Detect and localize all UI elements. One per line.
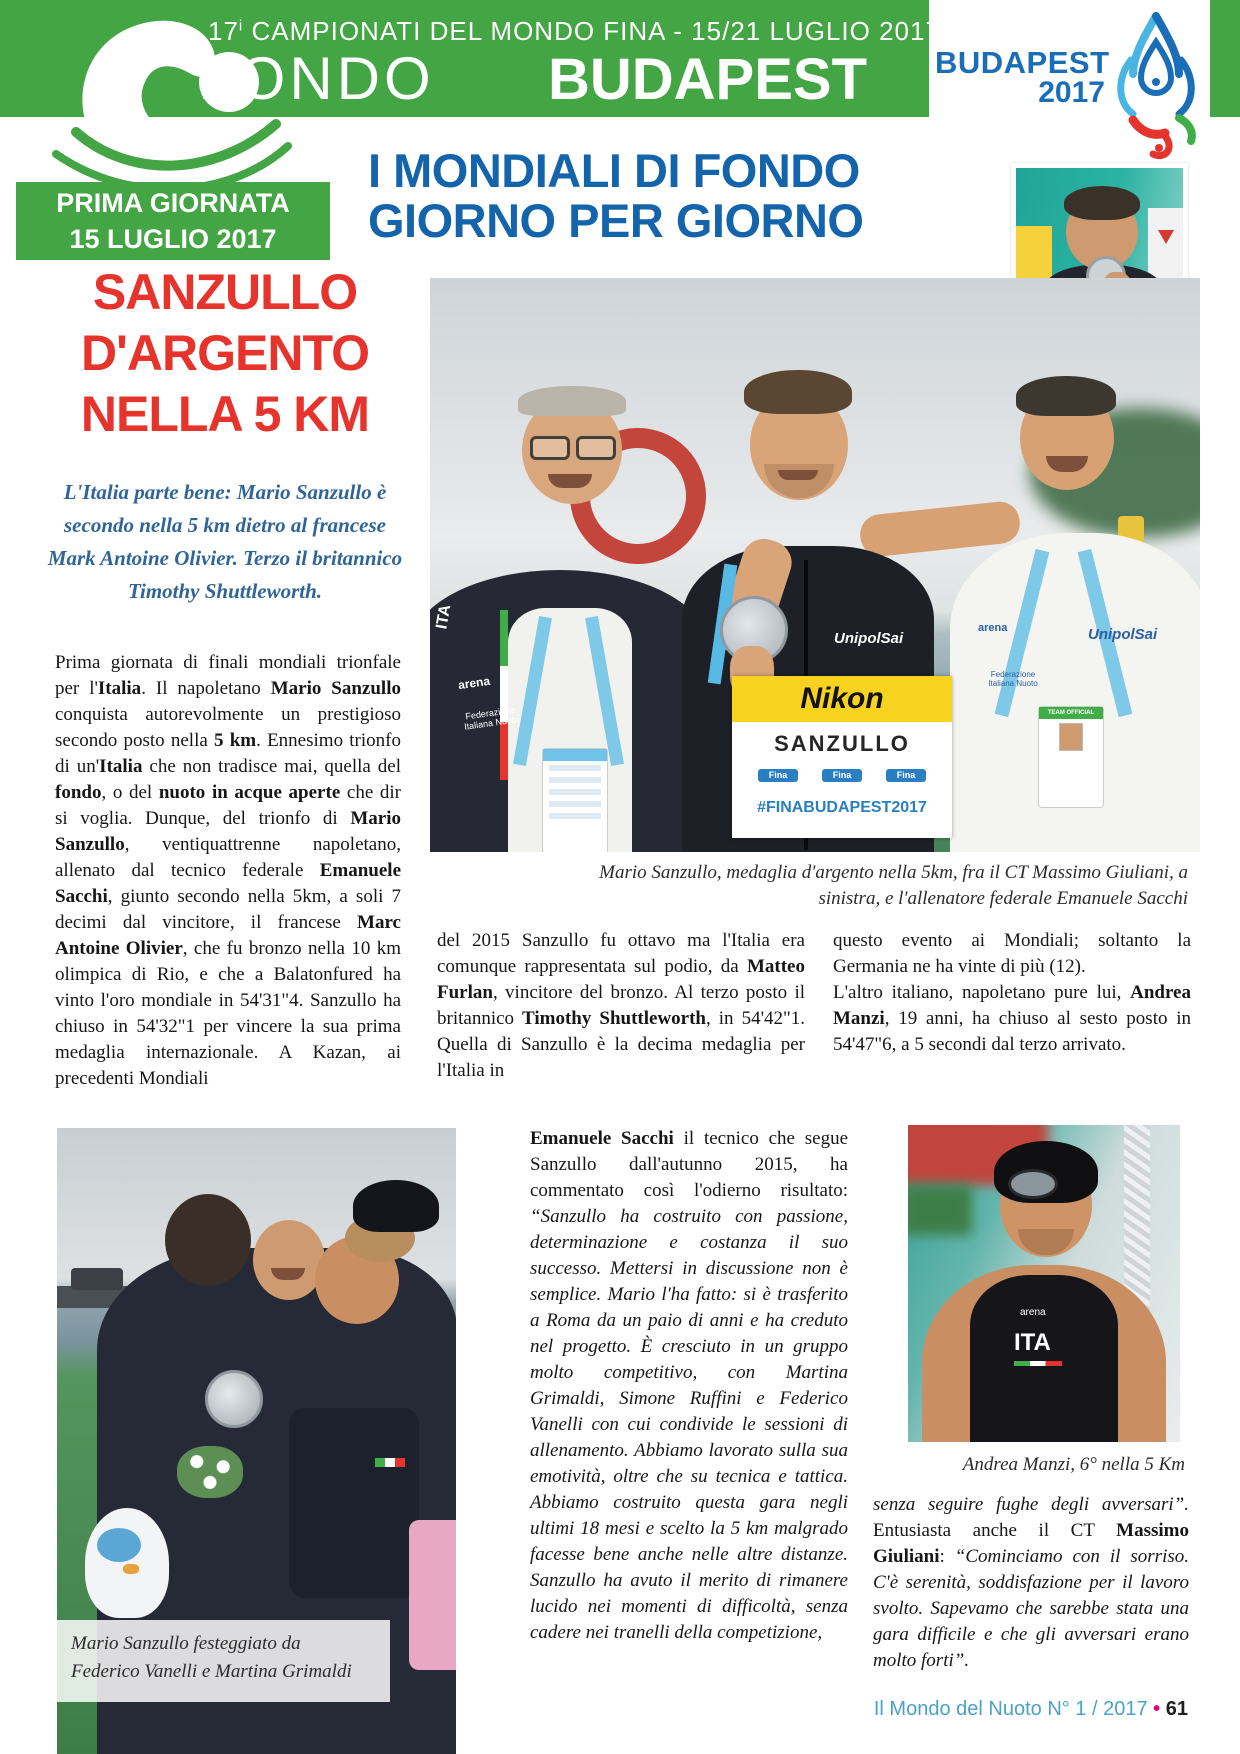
page-title: I MONDIALI DI FONDO GIORNO PER GIORNO [368, 144, 864, 247]
arena-left-label: arena [457, 673, 491, 693]
city-title: BUDAPEST [548, 47, 868, 112]
day-badge-line2: 15 LUGLIO 2017 [69, 224, 277, 254]
mascot-wing [97, 1528, 141, 1562]
hug-head-back [165, 1194, 251, 1286]
manzi-ita-label: ITA [1014, 1329, 1051, 1356]
budapest-logo-text: BUDAPEST 2017 [935, 45, 1110, 109]
sanzullo-smiling-head [253, 1220, 325, 1300]
coach-right-hair [1016, 376, 1116, 416]
fina-logo: Fina [758, 769, 798, 782]
article-column-2: del 2015 Sanzullo fu ottavo ma l'Italia era comunque rappresentata sul podio, da Matteo Furlan, vincitore del bronzo. Al terzo posto il britannico Timothy Shuttleworth, in 54'42"1. Quella di Sanzullo è la decima medaglia per l'Italia in [437, 930, 805, 1081]
footer-bullet: • [1153, 1698, 1161, 1720]
ita-left-label: ITA [433, 603, 455, 631]
glasses-left-lens [530, 436, 570, 460]
cap-head [353, 1180, 439, 1232]
federation-left-label: Federazione Italiana Nuoto [463, 704, 520, 732]
manzi-arena-label: arena [1020, 1307, 1046, 1318]
badge-right-photo [1059, 723, 1083, 751]
athlete-hair [1064, 186, 1140, 220]
manzi-ita-flag-underline [1014, 1361, 1062, 1366]
boat-silhouette [71, 1268, 123, 1290]
article-column-sacchi: Emanuele Sacchi il tecnico che segue Sanzullo dall'autunno 2015, ha commentato così l'odierno risultato: “Sanzullo ha costruito con passione, determinazione e costanza il suo successo. Mettersi in discussione non è semplice. Mario l'ha fatto: si è trasferito a Roma da un paio di anni e ha creduto nel progetto. È cresciuto in un gruppo molto competitivo, con Martina Grimaldi, Simone Ruffini e Federico Vanelli con cui condivide le sessioni di allenamento. Abbiamo lavorato sulla sua emotività, oltre che su tecnica e tattica. Abbiamo costruito questa gara negli ultimi 18 mesi e scelto la 5 km malgrado facesse bene anche nelle altre distanze. Sanzullo ha avuto il merito di rimanere lucido nei momenti di difficoltà, senza cadere nei tranelli della competizione, [530, 1128, 848, 1643]
footer-magazine: Il Mondo del Nuoto N° 1 / 2017 [873, 1698, 1148, 1720]
badge-left [542, 748, 608, 852]
article-column-3: questo evento ai Mondiali; soltanto la Germania ne ha vinte di più (12). L'altro italiano, napoletano pure lui, Andrea Manzi, 19 anni, ha chiuso al sesto posto in 54'47"6, a 5 secondi dal terzo arrivato. [833, 930, 1191, 1055]
fina-logo: Fina [886, 769, 926, 782]
celebration-medal [205, 1370, 263, 1428]
italy-trim [500, 610, 508, 780]
manzi-photo [908, 1125, 1180, 1442]
unipolsai-right-label: UnipolSai [1088, 626, 1158, 643]
sanzullo-smile [778, 470, 818, 480]
italy-flag-tag [375, 1458, 405, 1467]
coach-right-arm [858, 500, 1022, 558]
green-flag-blur [908, 1185, 972, 1235]
badge-right-band: TEAM OFFICIAL [1039, 707, 1103, 719]
footer-page-number: 61 [1165, 1698, 1188, 1720]
manzi-caption: Andrea Manzi, 6° nella 5 Km [962, 1454, 1185, 1475]
header-band-right [1210, 0, 1240, 117]
badge-right [1038, 706, 1104, 808]
glasses-right-lens [576, 436, 616, 460]
page-footer [790, 1698, 1188, 1721]
arena-right-label: arena [978, 622, 1008, 634]
badge-left-lines [549, 765, 601, 825]
day-badge [16, 182, 330, 260]
celebration-caption: Mario Sanzullo festeggiato da Federico Vanelli e Martina Grimaldi [71, 1633, 352, 1682]
unipolsai-middle-label: UnipolSai [834, 630, 904, 647]
sanzullo-hair [744, 370, 852, 414]
coach-left-hair [518, 386, 626, 416]
nameplate-athlete: SANZULLO [774, 731, 910, 756]
event-line: 17$^i$ CAMPIONATI DEL MONDO FINA - 15/21 LUGLIO 2017 [208, 16, 941, 46]
flower-bouquet [177, 1446, 243, 1498]
day-badge-line1: PRIMA GIORNATA [56, 188, 290, 218]
main-photo-podium-group [430, 278, 1200, 852]
fina-logo: Fina [822, 769, 862, 782]
section-title: FONDO [198, 45, 435, 112]
waterdrop-logo-icon [1107, 8, 1205, 168]
main-photo-caption: Mario Sanzullo, medaglia d'argento nella 5km, fra il CT Massimo Giuliani, a sinistra, e l'allenatore federale Emanuele Sacchi [599, 862, 1188, 909]
article-headline: SANZULLO D'ARGENTO NELLA 5 KM [80, 264, 370, 442]
goggles [1008, 1169, 1058, 1199]
sponsor-mark-red [1158, 230, 1174, 244]
manzi-suit [970, 1275, 1118, 1442]
mascot-plush [85, 1508, 169, 1618]
badge-left-band [543, 749, 607, 761]
federation-right-label: Federazione Italiana Nuoto [988, 670, 1038, 688]
article-column-final: senza seguire fughe degli avversari”. Entusiasta anche il CT Massimo Giuliani: “Cominciamo con il sorriso. C'è serenità, soddisfazione per il lavoro svolto. Sapevamo che sarebbe stata una gara difficile e che gli avversari erano molto forti”. [873, 1494, 1189, 1671]
celebration-caption-box [57, 1620, 390, 1702]
celebration-photo [57, 1128, 456, 1754]
nameplate-hashtag: #FINABUDAPEST2017 [757, 799, 927, 816]
article-standfirst: L'Italia parte bene: Mario Sanzullo è secondo nella 5 km dietro al francese Mark Antoine Olivier. Terzo il britannico Timothy Shuttleworth. [47, 480, 403, 603]
pink-bag [409, 1520, 456, 1670]
nikon-brand: Nikon [732, 676, 952, 722]
backpack [289, 1408, 419, 1598]
mascot-beak [123, 1564, 139, 1574]
nikon-nameplate [732, 676, 952, 838]
article-column-1: Prima giornata di finali mondiali trionfale per l'Italia. Il napoletano Mario Sanzullo conquista autorevolmente un prestigioso secondo posto nella 5 km. Ennesimo trionfo di un'Italia che non tradisce mai, quella del fondo, o del nuoto in acque aperte che dir si voglia. Dunque, del trionfo di Mario Sanzullo, ventiquattrenne napoletano, allenato dal tecnico federale Emanuele Sacchi, giunto secondo nella 5km, a soli 7 decimi dal vincitore, il francese Marc Antoine Olivier, che fu bronzo nella 10 km olimpica di Rio, e che a Balatonfured ha vinto l'oro mondiale in 54'31"4. Sanzullo ha chiuso in 54'32"1 per vincere la sua prima medaglia internazionale. A Kazan, ai precedenti Mondiali [55, 652, 402, 1089]
